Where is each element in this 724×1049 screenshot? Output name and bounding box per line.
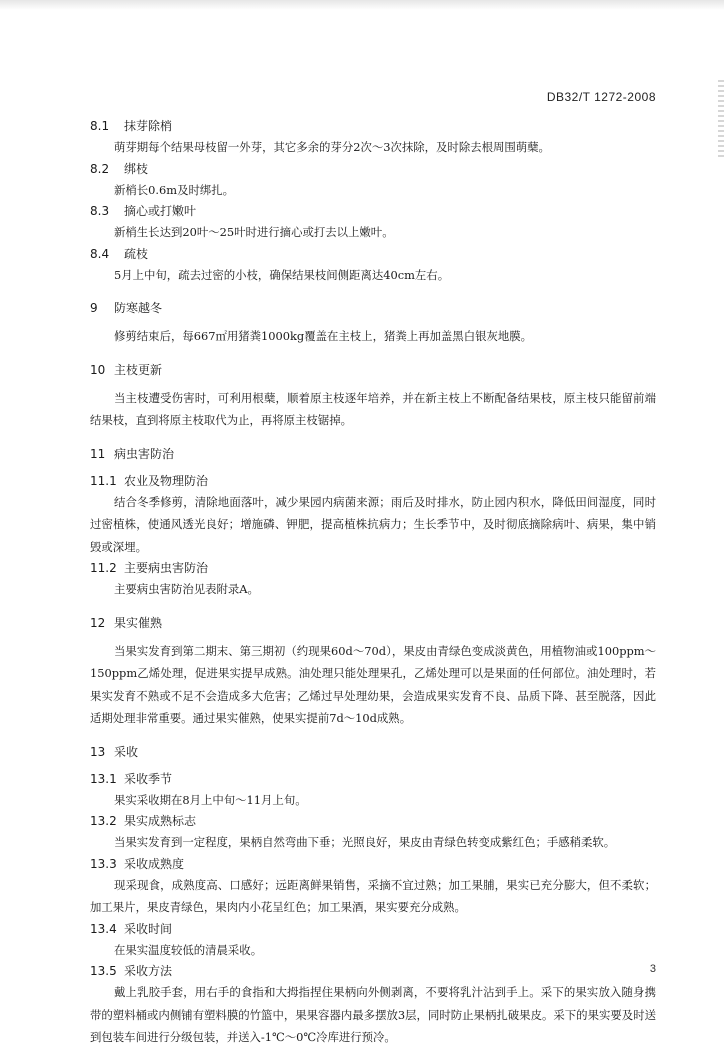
section-text: 结合冬季修剪，清除地面落叶，减少果园内病菌来源；雨后及时排水，防止园内积水，降低田间湿度，同时过密植株，使通风透光良好；增施磷、钾肥，提高植株抗病力；生长季节中，及时彻底摘除病叶、病果，集中销毁或深埋。 [90, 494, 656, 554]
standard-number: DB32/T 1272-2008 [546, 90, 656, 104]
section-text: 主要病虫害防治见表附录A。 [114, 582, 259, 596]
section-heading: 8.3 摘心或打嫩叶 [90, 204, 197, 218]
section-text: 当主枝遭受伤害时，可利用根蘖，顺着原主枝逐年培养，并在新主枝上不断配备结果枝，原主枝只能留前端结果枝，直到将原主枝取代为止，再将原主枝锯掉。 [90, 390, 656, 427]
section-heading: 8.4 疏枝 [90, 246, 149, 261]
section-heading: 8.2 绑枝 [90, 161, 149, 176]
scan-shadow [0, 0, 724, 10]
section-text: 新梢生长达到20叶～25叶时进行摘心或打去以上嫩叶。 [114, 225, 394, 239]
section-heading: 8.1 抹芽除梢 [90, 119, 173, 133]
section-text: 在果实温度较低的清晨采收。 [114, 942, 263, 957]
section-text: 果实采收期在8月上中旬～11月上旬。 [114, 792, 307, 807]
page-number: 3 [649, 963, 656, 975]
section-heading: 11.2 主要病虫害防治 [90, 561, 209, 575]
section-heading: 11.1 农业及物理防治 [90, 473, 209, 488]
section-heading: 13.4 采收时间 [90, 921, 173, 936]
section-text: 当果实发育到一定程度，果柄自然弯曲下垂；光照良好，果皮由青绿色转变成紫红色；手感稍柔软。 [114, 835, 616, 849]
scan-binding-marks [718, 80, 724, 160]
chapter-heading: 12 果实催熟 [90, 615, 163, 630]
section-heading: 13.5 采收方法 [90, 964, 173, 978]
document-body [90, 116, 656, 1049]
section-text: 修剪结束后，每667㎡用猪粪1000kg覆盖在主枝上，猪粪上再加盖黑白银灰地膜。 [114, 329, 533, 343]
chapter-heading: 13 采收 [90, 744, 139, 759]
chapter-heading: 9 防寒越冬 [90, 301, 163, 315]
section-heading: 13.1 采收季节 [90, 771, 173, 786]
section-heading: 13.3 采收成熟度 [90, 856, 185, 871]
section-text: 当果实发育到第二期末、第三期初（约现果60d～70d），果皮由青绿色变成淡黄色，用植物油或100ppm～150ppm乙烯处理，促进果实提早成熟。油处理只能处理果孔，乙烯处理可以是果面的任何部位。油处理时，若果实发育不熟或不足不会造成多大危害；乙烯过早处理幼果，会造成果实发育不良、品质下降、甚至脱落，因此适期处理非常重要。通过果实催熟，使果实提前7d～10d成熟。 [90, 643, 656, 725]
section-text: 新梢长0.6m及时绑扎。 [114, 182, 235, 197]
section-text: 5月上中旬，疏去过密的小枝，确保结果枝间侧距离达40cm左右。 [114, 267, 450, 282]
chapter-heading: 11 病虫害防治 [90, 446, 175, 461]
section-text: 戴上乳胶手套，用右手的食指和大拇指捏住果柄向外侧剥离，不要将乳汁沾到手上。采下的果实放入随身携带的塑料桶或内侧铺有塑料膜的竹篮中，果果容器内最多摆放3层，同时防止果柄扎破果皮。采下的果实要及时送到包装车间进行分级包装，并送入-1℃～0℃冷库进行预冷。 [90, 985, 656, 1044]
section-heading: 13.2 果实成熟标志 [90, 814, 197, 828]
section-text: 现采现食，成熟度高、口感好；远距离鲜果销售，采摘不宜过熟；加工果脯，果实已充分膨大，但不柔软；加工果片，果皮青绿色，果肉内小花呈红色；加工果酒，果实要充分成熟。 [90, 877, 656, 914]
section-text: 萌芽期每个结果母枝留一外芽，其它多余的芽分2次～3次抹除，及时除去根周围萌蘖。 [114, 140, 550, 154]
chapter-heading: 10 主枝更新 [90, 362, 163, 377]
